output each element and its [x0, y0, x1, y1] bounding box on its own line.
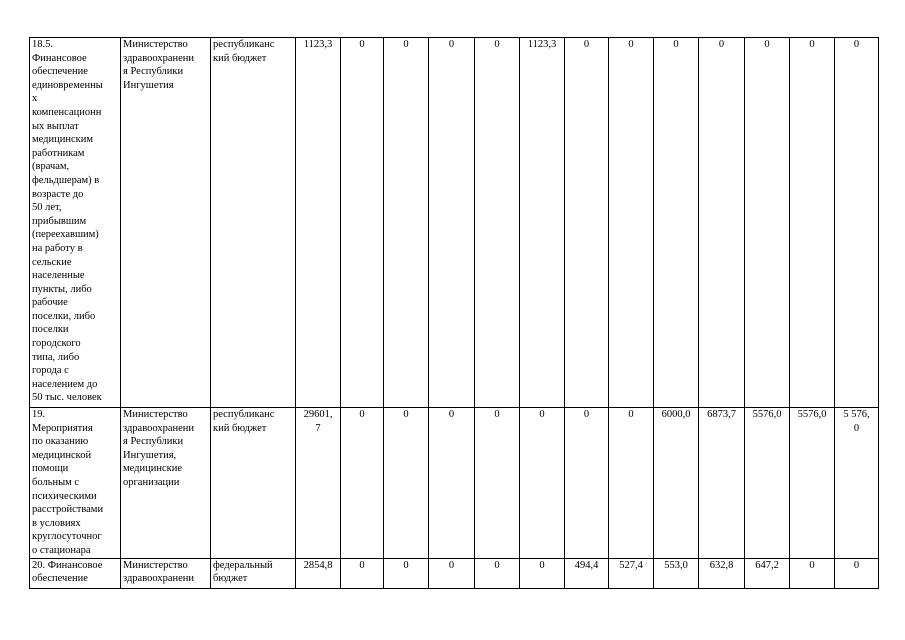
- executor-cell: [121, 408, 211, 559]
- table-row: [30, 408, 879, 559]
- table-row: [30, 558, 879, 588]
- executor-cell-line: здравоохранени: [123, 573, 195, 585]
- activity-name-cell-line: типа, либо: [32, 351, 80, 363]
- activity-name-cell-line: (врачам,: [32, 161, 70, 173]
- activity-name-cell-line: (переехавшим): [32, 229, 99, 241]
- year-value-cell: [835, 38, 879, 408]
- activity-name-cell-line: 19.: [32, 409, 46, 420]
- year-value-cell-text: 0: [853, 559, 860, 571]
- year-value-cell-text: 0: [628, 409, 634, 420]
- year-value-cell: [699, 408, 745, 559]
- executor-cell-line: Министерство: [123, 409, 188, 420]
- year-value-cell-text: 6000,0: [661, 409, 691, 420]
- activity-name-cell-line: круглосуточног: [32, 531, 102, 543]
- activity-name-cell-line: прибывшим: [32, 215, 87, 227]
- executor-cell-line: Ингушетия,: [123, 449, 177, 461]
- activity-name-cell-line: 18.5.: [32, 39, 53, 50]
- year-value-cell-text: 0: [539, 559, 545, 571]
- year-value-cell: [384, 408, 429, 559]
- year-value-cell-text: 6873,7: [707, 409, 736, 420]
- year-value-cell: [475, 38, 520, 408]
- year-value-cell: [565, 38, 609, 408]
- total-cell: [296, 408, 341, 559]
- table-row: [30, 38, 879, 408]
- year-value-cell: [609, 558, 654, 588]
- year-value-cell: [790, 38, 835, 408]
- year-value-cell-text: 0: [583, 409, 590, 420]
- year-value-cell: [520, 558, 565, 588]
- executor-cell-line: Ингушетия: [123, 79, 174, 91]
- activity-name-cell-line: единовременны: [32, 79, 103, 91]
- funding-source-cell: [211, 38, 296, 408]
- activity-name-cell-line: городского: [32, 338, 81, 350]
- activity-name-cell-line: Мероприятия: [32, 422, 93, 434]
- year-value-cell: [745, 408, 790, 559]
- executor-cell-line: Министерство: [123, 559, 188, 571]
- year-value-cell: [341, 38, 384, 408]
- budget-table: [29, 37, 879, 589]
- year-value-cell: [520, 38, 565, 408]
- year-value-cell: [745, 558, 790, 588]
- year-value-cell-text: 0: [764, 39, 770, 50]
- year-value-cell: [835, 408, 879, 559]
- year-value-cell-text: 0: [448, 559, 455, 571]
- executor-cell-line: здравоохранени: [123, 422, 195, 434]
- year-value-cell: [429, 38, 475, 408]
- year-value-cell-text: 0: [539, 409, 545, 420]
- year-value-cell-text: 1123,3: [527, 39, 557, 50]
- year-value-cell: [790, 558, 835, 588]
- funding-source-cell-line: федеральный: [213, 559, 273, 571]
- activity-name-cell-line: о стационара: [32, 544, 91, 556]
- activity-name-cell-line: 50 тыс. человек: [32, 392, 102, 404]
- year-value-cell: [384, 38, 429, 408]
- total-cell-text: 2854,8: [303, 559, 333, 571]
- activity-name-cell-line: Финансовое: [32, 52, 87, 64]
- executor-cell-line: здравоохранени: [123, 52, 195, 64]
- funding-source-cell: [211, 408, 296, 559]
- year-value-cell: [609, 38, 654, 408]
- year-value-cell: [341, 558, 384, 588]
- activity-name-cell: [30, 38, 121, 408]
- year-value-cell-text: 0: [494, 39, 500, 50]
- activity-name-cell-line: х: [32, 93, 38, 105]
- activity-name-cell-line: населением до: [32, 378, 98, 390]
- executor-cell-line: Министерство: [123, 39, 188, 50]
- activity-name-cell-line: возрасте до: [32, 188, 84, 200]
- year-value-cell: [609, 408, 654, 559]
- year-value-cell-text: 0: [403, 39, 409, 50]
- year-value-cell-text: 0: [718, 39, 725, 50]
- executor-cell: [121, 38, 211, 408]
- executor-cell: [121, 558, 211, 588]
- year-value-cell-text: 0: [494, 559, 500, 571]
- year-value-cell: [565, 408, 609, 559]
- year-value-cell-text: 0: [359, 39, 365, 50]
- year-value-cell-text: 0: [853, 422, 860, 434]
- activity-name-cell-line: работникам: [32, 147, 85, 159]
- year-value-cell-text: 0: [448, 39, 455, 50]
- year-value-cell: [654, 558, 699, 588]
- activity-name-cell-line: обеспечение: [32, 66, 88, 78]
- year-value-cell: [745, 38, 790, 408]
- year-value-cell-text: 0: [403, 559, 409, 571]
- activity-name-cell-line: помощи: [32, 463, 69, 475]
- year-value-cell: [384, 558, 429, 588]
- total-cell: [296, 558, 341, 588]
- funding-source-cell-line: республиканс: [213, 409, 275, 420]
- year-value-cell-text: 0: [403, 409, 409, 420]
- activity-name-cell-line: психическими: [32, 490, 97, 502]
- activity-name-cell-line: пункты, либо: [32, 283, 92, 295]
- year-value-cell-text: 5 576,: [843, 409, 870, 420]
- year-value-cell: [475, 408, 520, 559]
- year-value-cell: [835, 558, 879, 588]
- activity-name-cell-line: в условиях: [32, 517, 81, 529]
- funding-source-cell-line: кий бюджет: [213, 52, 267, 64]
- year-value-cell: [654, 38, 699, 408]
- executor-cell-line: медицинские: [123, 463, 183, 475]
- activity-name-cell-line: ых выплат: [32, 120, 79, 132]
- executor-cell-line: я Республики: [123, 66, 184, 78]
- year-value-cell-text: 632,8: [709, 559, 734, 571]
- year-value-cell-text: 0: [628, 39, 634, 50]
- year-value-cell: [790, 408, 835, 559]
- total-cell: [296, 38, 341, 408]
- activity-name-cell-line: фельдшерам) в: [32, 174, 100, 186]
- year-value-cell: [429, 558, 475, 588]
- activity-name-cell-line: расстройствами: [32, 504, 104, 516]
- year-value-cell: [654, 408, 699, 559]
- activity-name-cell: [30, 408, 121, 559]
- year-value-cell-text: 0: [583, 39, 590, 50]
- activity-name-cell-line: обеспечение: [32, 573, 88, 585]
- activity-name-cell: [30, 558, 121, 588]
- executor-cell-line: организации: [123, 476, 180, 488]
- activity-name-cell-line: 20. Финансовое: [32, 559, 103, 571]
- activity-name-cell-line: поселки, либо: [32, 310, 96, 322]
- year-value-cell-text: 647,2: [755, 559, 779, 571]
- year-value-cell: [520, 408, 565, 559]
- year-value-cell-text: 0: [359, 409, 365, 420]
- funding-source-cell-line: республиканс: [213, 39, 275, 50]
- year-value-cell: [475, 558, 520, 588]
- activity-name-cell-line: населенные: [32, 270, 85, 282]
- total-cell-text: 1123,3: [303, 39, 333, 50]
- activity-name-cell-line: по оказанию: [32, 436, 89, 448]
- funding-source-cell: [211, 558, 296, 588]
- executor-cell-line: я Республики: [123, 436, 184, 448]
- funding-source-cell-line: бюджет: [213, 573, 248, 585]
- year-value-cell-text: 0: [359, 559, 365, 571]
- total-cell-text: 7: [315, 422, 321, 434]
- year-value-cell-text: 5576,0: [797, 409, 827, 420]
- activity-name-cell-line: поселки: [32, 324, 69, 336]
- year-value-cell-text: 0: [809, 559, 815, 571]
- activity-name-cell-line: на работу в: [32, 242, 83, 254]
- activity-name-cell-line: больным с: [32, 476, 80, 488]
- year-value-cell-text: 494,4: [574, 559, 599, 571]
- year-value-cell-text: 0: [673, 39, 679, 50]
- total-cell-text: 29601,: [303, 409, 333, 420]
- year-value-cell-text: 0: [448, 409, 455, 420]
- funding-source-cell-line: кий бюджет: [213, 422, 267, 434]
- year-value-cell-text: 527,4: [619, 559, 643, 571]
- activity-name-cell-line: медицинским: [32, 134, 94, 146]
- year-value-cell: [565, 558, 609, 588]
- year-value-cell-text: 0: [809, 39, 815, 50]
- activity-name-cell-line: 50 лет,: [32, 202, 62, 214]
- year-value-cell-text: 0: [853, 39, 860, 50]
- year-value-cell: [429, 408, 475, 559]
- activity-name-cell-line: сельские: [32, 256, 72, 268]
- activity-name-cell-line: рабочие: [32, 297, 68, 309]
- year-value-cell-text: 0: [494, 409, 500, 420]
- activity-name-cell-line: компенсационн: [32, 106, 102, 118]
- year-value-cell: [699, 558, 745, 588]
- activity-name-cell-line: медицинской: [32, 449, 92, 461]
- year-value-cell: [699, 38, 745, 408]
- year-value-cell: [341, 408, 384, 559]
- year-value-cell-text: 553,0: [664, 559, 688, 571]
- activity-name-cell-line: города с: [32, 365, 69, 377]
- year-value-cell-text: 5576,0: [752, 409, 782, 420]
